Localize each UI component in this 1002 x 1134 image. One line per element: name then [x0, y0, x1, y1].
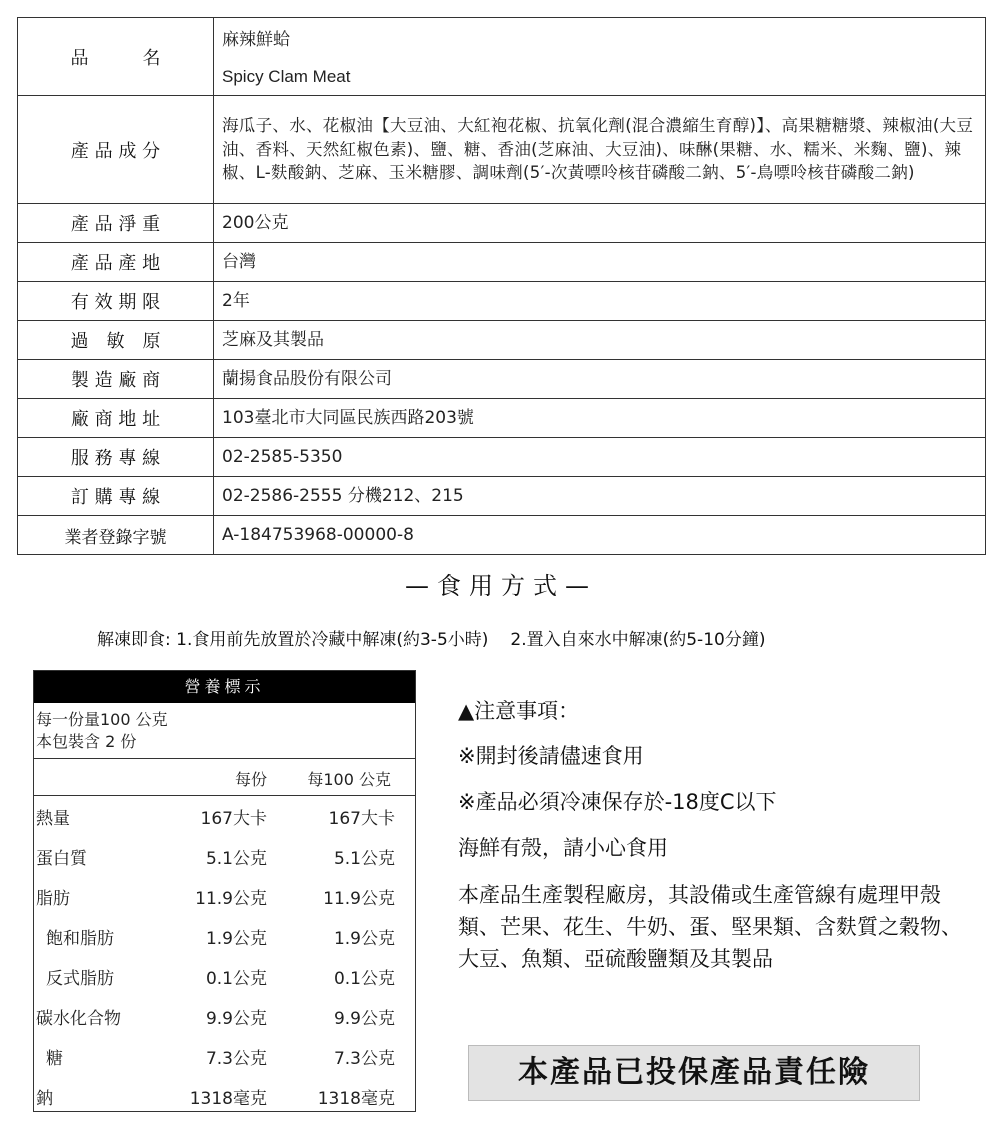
table-row: [18, 204, 986, 243]
value-registration-no: A-184753968-00000-8: [214, 516, 986, 555]
value-origin: 台灣: [214, 243, 986, 282]
table-row: [18, 96, 986, 204]
product-name-en: Spicy Clam Meat: [222, 67, 351, 86]
value-service-line: 02-2585-5350: [214, 438, 986, 477]
table-row: [18, 477, 986, 516]
table-row: [18, 516, 986, 555]
label-allergen: 過 敏 原: [18, 321, 214, 360]
label-manufacturer: 製 造 廠 商: [18, 360, 214, 399]
value-product-name: [214, 18, 986, 96]
serving-size: 每一份量100 公克: [36, 710, 168, 729]
nutrient-name: 反式脂肪: [46, 969, 114, 989]
nutrition-title: 營養標示: [34, 671, 415, 703]
value-ingredients: 海瓜子、水、花椒油【大豆油、大紅袍花椒、抗氧化劑(混合濃縮生育醇)】、高果糖糖漿、辣椒油(大豆油、香料、天然紅椒色素)、鹽、糖、香油(芝麻油、大豆油)、味醂(果糖、水、糯米、米麴、鹽)、辣椒、L-麩酸鈉、芝麻、玉米糖膠、調味劑(5′-次黃嘌呤核苷磷酸二鈉、5′-鳥嘌呤核苷磷酸二鈉): [214, 96, 986, 204]
thaw-step-2: 2.置入自來水中解凍(約5-10分鐘): [510, 630, 766, 650]
usage-title: —食用方式—: [405, 572, 597, 600]
nutrition-column-headers: [34, 759, 415, 796]
nutrient-name: 飽和脂肪: [46, 929, 114, 949]
label-registration-no: 業者登錄字號: [18, 516, 214, 555]
nutrient-per-serving: 1318毫克: [189, 1089, 267, 1109]
precaution-line: ※開封後請儘速食用: [458, 744, 644, 768]
nutrient-name: 碳水化合物: [36, 1009, 121, 1029]
nutrition-row: [34, 876, 415, 916]
label-service-line: 服 務 專 線: [18, 438, 214, 477]
value-allergen: 芝麻及其製品: [214, 321, 986, 360]
nutrient-per-100g: 1318毫克: [317, 1089, 395, 1109]
table-row: [18, 321, 986, 360]
label-origin: 產 品 產 地: [18, 243, 214, 282]
nutrient-per-serving: 0.1公克: [205, 969, 267, 989]
label-address: 廠 商 地 址: [18, 399, 214, 438]
nutrition-row: [34, 956, 415, 996]
precaution-line: 海鮮有殼，請小心食用: [458, 836, 668, 860]
nutrient-per-100g: 5.1公克: [333, 849, 395, 869]
nutrition-facts-box: [33, 670, 416, 1112]
nutrient-name: 蛋白質: [36, 849, 87, 869]
nutrient-per-100g: 9.9公克: [333, 1009, 395, 1029]
insurance-banner: 本產品已投保產品責任險: [468, 1045, 920, 1101]
table-row: [18, 282, 986, 321]
value-net-weight: 200公克: [214, 204, 986, 243]
product-name-zh: 麻辣鮮蛤: [222, 30, 290, 50]
col-per-100g: 每100 公克: [307, 770, 391, 789]
thaw-instructions: [97, 625, 765, 650]
nutrient-per-100g: 7.3公克: [333, 1049, 395, 1069]
nutrient-name: 糖: [46, 1049, 63, 1069]
table-row: [18, 18, 986, 96]
value-address: 103臺北市大同區民族西路203號: [214, 399, 986, 438]
table-row: [18, 438, 986, 477]
servings-per-package: 本包裝含 2 份: [36, 732, 137, 751]
nutrient-per-100g: 167大卡: [328, 809, 395, 829]
label-shelf-life: 有 效 期 限: [18, 282, 214, 321]
nutrition-serving-info: [34, 703, 415, 759]
value-manufacturer: 蘭揚食品股份有限公司: [214, 360, 986, 399]
col-per-serving: 每份: [234, 770, 267, 789]
nutrition-row: [34, 1076, 415, 1116]
label-net-weight: 產 品 淨 重: [18, 204, 214, 243]
label-ingredients: 產 品 成 分: [18, 96, 214, 204]
label-product-name: 品 名: [18, 18, 214, 96]
precaution-line: ※產品必須冷凍保存於-18度C以下: [458, 790, 777, 814]
nutrient-per-100g: 0.1公克: [333, 969, 395, 989]
nutrient-name: 鈉: [36, 1089, 53, 1109]
value-shelf-life: 2年: [214, 282, 986, 321]
nutrition-row: [34, 996, 415, 1036]
nutrition-row: [34, 916, 415, 956]
product-info-table: [17, 17, 986, 555]
thaw-step-1: 1.食用前先放置於冷藏中解凍(約3-5小時): [176, 630, 489, 650]
nutrient-per-serving: 7.3公克: [205, 1049, 267, 1069]
nutrient-per-100g: 11.9公克: [323, 889, 395, 909]
nutrition-row: [34, 836, 415, 876]
nutrition-row: [34, 1036, 415, 1076]
table-row: [18, 360, 986, 399]
nutrient-per-serving: 1.9公克: [205, 929, 267, 949]
nutrient-per-serving: 9.9公克: [205, 1009, 267, 1029]
precautions-heading: ▲注意事項：: [458, 699, 580, 723]
value-order-line: 02-2586-2555 分機212、215: [214, 477, 986, 516]
nutrient-per-serving: 5.1公克: [205, 849, 267, 869]
thaw-label: 解凍即食:: [97, 630, 171, 650]
table-row: [18, 399, 986, 438]
nutrient-name: 熱量: [36, 809, 70, 829]
precautions: [458, 695, 978, 975]
nutrient-name: 脂肪: [36, 889, 70, 909]
nutrient-per-serving: 167大卡: [200, 809, 267, 829]
nutrition-row: [34, 796, 415, 836]
table-row: [18, 243, 986, 282]
allergen-notice: 本產品生產製程廠房，其設備或生產管線有處理甲殼類、芒果、花生、牛奶、蛋、堅果類、含麩質之穀物、大豆、魚類、亞硫酸鹽類及其製品: [458, 883, 962, 971]
label-order-line: 訂 購 專 線: [18, 477, 214, 516]
nutrient-per-serving: 11.9公克: [195, 889, 267, 909]
nutrient-per-100g: 1.9公克: [333, 929, 395, 949]
